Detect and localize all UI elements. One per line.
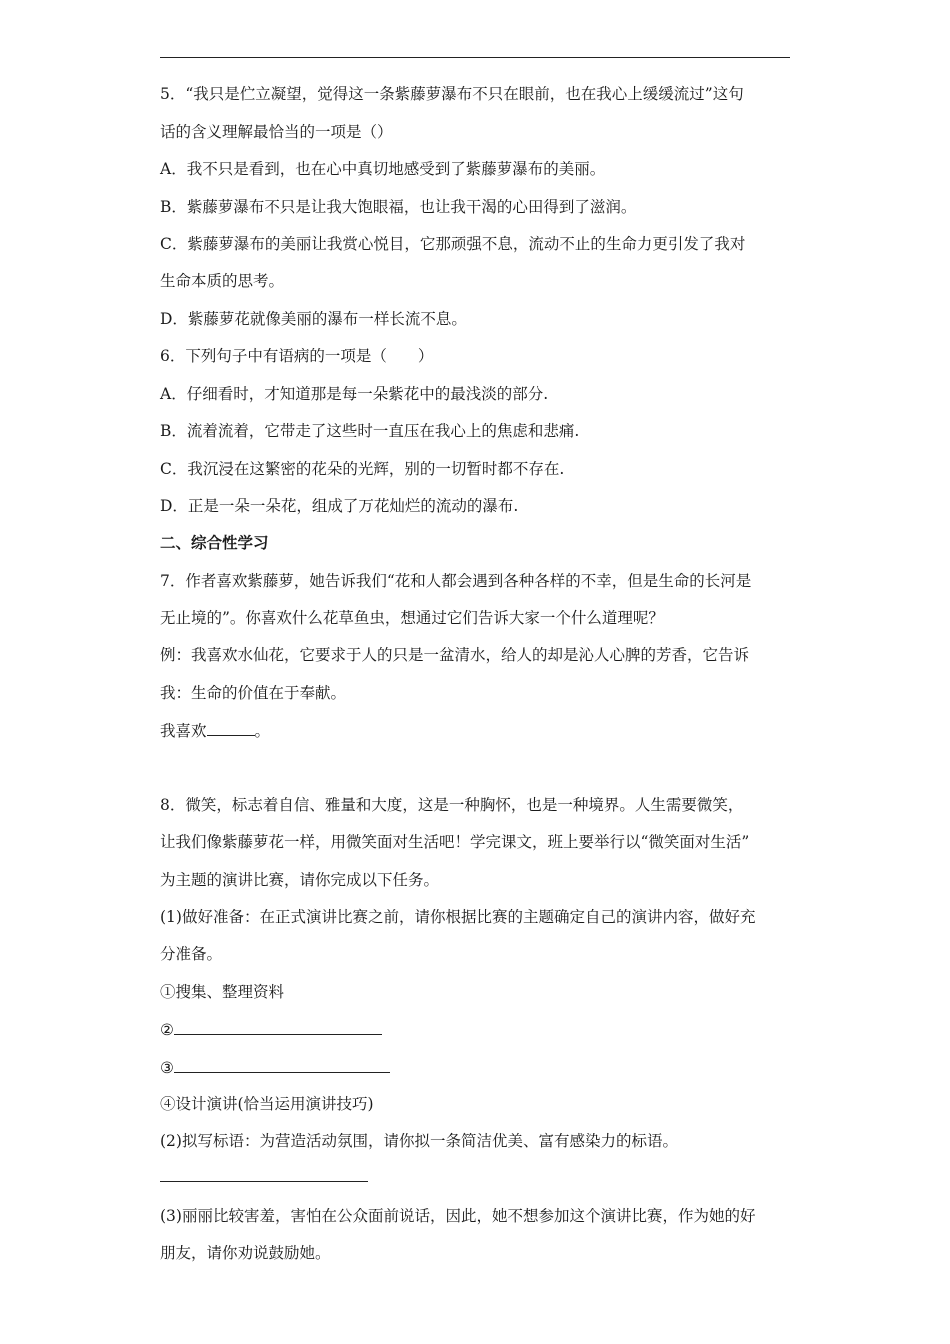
q8-step3-line	[160, 1057, 390, 1078]
q5-stem-line1: 5．“我只是伫立凝望，觉得这一条紫藤萝瀑布不只在眼前，也在我心上缓缓流过”这句	[160, 85, 744, 103]
q8-stem-line2: 让我们像紫藤萝花一样，用微笑面对生活吧！学完课文，班上要举行以“微笑面对生活”	[160, 833, 750, 851]
q8-step3-label: ③	[160, 1059, 174, 1077]
q5-option-b: B．紫藤萝瀑布不只是让我大饱眼福，也让我干渴的心田得到了滋润。	[160, 198, 637, 216]
q6-option-d: D．正是一朵一朵花，组成了万花灿烂的流动的瀑布.	[160, 497, 519, 515]
q5-option-d: D．紫藤萝花就像美丽的瀑布一样长流不息。	[160, 310, 467, 328]
q7-example-line1: 例：我喜欢水仙花，它要求于人的只是一盆清水，给人的却是沁人心脾的芳香，它告诉	[160, 646, 750, 664]
q7-example-line2: 我：生命的价值在于奉献。	[160, 684, 347, 702]
q7-stem-line1: 7．作者喜欢紫藤萝，她告诉我们“花和人都会遇到各种各样的不幸，但是生命的长河是	[160, 572, 752, 590]
q5-option-c-line1: C．紫藤萝瀑布的美丽让我赏心悦目，它那顽强不息，流动不止的生命力更引发了我对	[160, 235, 746, 253]
q8-slogan-blank[interactable]	[160, 1181, 368, 1182]
q8-step2-line	[160, 1019, 382, 1040]
q8-part1-line1: (1)做好准备：在正式演讲比赛之前，请你根据比赛的主题确定自己的演讲内容，做好充	[160, 908, 756, 926]
q6-option-a: A．仔细看时，才知道那是每一朵紫花中的最浅淡的部分.	[160, 385, 549, 403]
q8-part1-line2: 分准备。	[160, 945, 223, 963]
header-rule	[160, 57, 790, 58]
q8-step4: ④设计演讲(恰当运用演讲技巧)	[160, 1095, 374, 1113]
q5-option-a: A．我不只是看到，也在心中真切地感受到了紫藤萝瀑布的美丽。	[160, 160, 606, 178]
q8-step1: ①搜集、整理资料	[160, 983, 285, 1001]
q8-part3-line2: 朋友，请你劝说鼓励她。	[160, 1244, 331, 1262]
q8-step3-blank[interactable]	[174, 1057, 390, 1073]
q8-step2-label: ②	[160, 1021, 174, 1039]
q8-step2-blank[interactable]	[174, 1019, 382, 1035]
q7-answer-blank[interactable]	[207, 720, 255, 736]
q7-stem-line2: 无止境的”。你喜欢什么花草鱼虫，想通过它们告诉大家一个什么道理呢？	[160, 609, 664, 627]
section-heading: 二、综合性学习	[160, 534, 269, 552]
q6-option-c: C．我沉浸在这繁密的花朵的光辉，别的一切暂时都不存在.	[160, 460, 565, 478]
q6-stem: 6．下列句子中有语病的一项是（ ）	[160, 347, 434, 365]
q8-stem-line3: 为主题的演讲比赛，请你完成以下任务。	[160, 871, 440, 889]
q8-stem-line1: 8．微笑，标志着自信、雅量和大度，这是一种胸怀，也是一种境界。人生需要微笑，	[160, 796, 744, 814]
q7-answer-line	[160, 720, 270, 741]
q7-answer-suffix: 。	[254, 722, 271, 740]
q5-stem-line2: 话的含义理解最恰当的一项是（）	[160, 123, 393, 141]
q6-option-b: B．流着流着，它带走了这些时一直压在我心上的焦虑和悲痛.	[160, 422, 580, 440]
q8-part3-line1: (3)丽丽比较害羞，害怕在公众面前说话，因此，她不想参加这个演讲比赛，作为她的好	[160, 1207, 756, 1225]
q5-option-c-line2: 生命本质的思考。	[160, 272, 285, 290]
q8-part2: (2)拟写标语：为营造活动氛围，请你拟一条简洁优美、富有感染力的标语。	[160, 1132, 678, 1150]
q7-answer-prefix: 我喜欢	[160, 722, 207, 740]
